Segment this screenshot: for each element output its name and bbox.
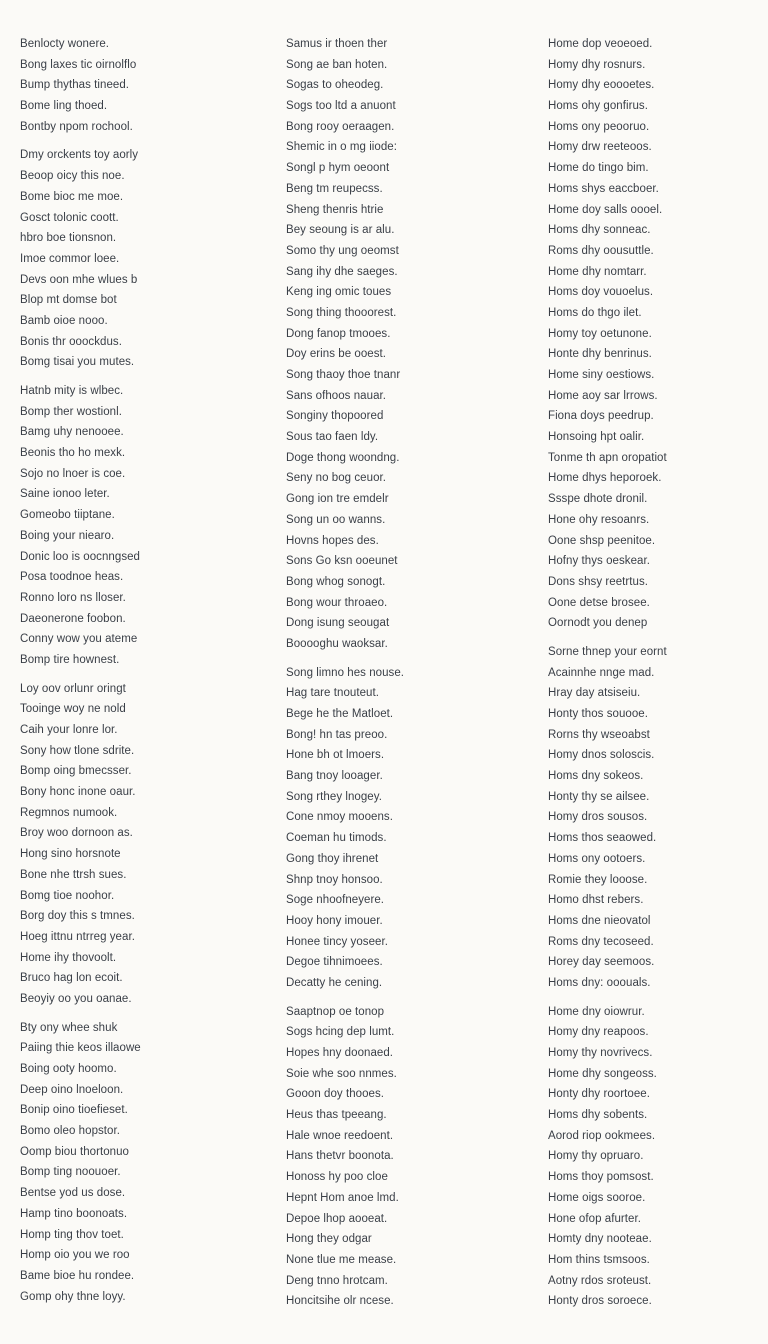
text-line: Homs ohy gonfirus. (548, 100, 648, 113)
text-line: Fiona doys peedrup. (548, 410, 654, 423)
text-line: Homp oio you we roo (20, 1249, 130, 1262)
text-line: Saine ionoo leter. (20, 488, 110, 501)
text-line: Conny wow you ateme (20, 633, 138, 646)
text-line: Homy thy novrivecs. (548, 1047, 653, 1059)
text-line: Songiny thopoored (286, 410, 384, 423)
text-line: Hopes hny doonaed. (286, 1047, 394, 1059)
text-line: Homs ony peooruo. (548, 120, 650, 133)
text-line: Saaptnop oe tonop (286, 1005, 385, 1018)
text-line: Bey seoung is ar alu. (286, 224, 395, 237)
text-line: Honoss hy poo cloe (286, 1171, 388, 1184)
text-line: Hofny thys oeskear. (548, 555, 650, 568)
text-line: Bege he the Matloet. (286, 708, 394, 720)
text-line: Home dhys heporoek. (548, 472, 662, 485)
text-line: Deep oino lnoeloon. (20, 1083, 124, 1096)
text-line: Bong whog sonogt. (286, 575, 386, 588)
text-line: Doy erins be ooest. (286, 348, 387, 361)
text-line: Bomg tioe noohor. (20, 889, 115, 902)
text-line: Bomp ther wostionl. (20, 405, 122, 418)
text-line: Home dhy nomtarr. (548, 265, 647, 278)
text-line: Sous tao faen ldy. (286, 431, 379, 444)
text-line: Blop mt domse bot (20, 294, 117, 307)
stanza (286, 34, 516, 655)
text-line: Homo dhst rebers. (548, 894, 644, 907)
text-line: Gomp ohy thne loyy. (20, 1290, 126, 1303)
text-line: Oomp biou thortonuo (20, 1145, 129, 1158)
text-line: Honsoing hpt oalir. (548, 431, 645, 444)
text-line: Bamb oioe nooo. (20, 314, 108, 327)
text-line: Somo thy ung oeomst (286, 244, 399, 257)
text-line: Bome bioc me moe. (20, 190, 124, 203)
text-line: Aorod riop ookmees. (548, 1129, 656, 1142)
text-line: Oone shsp peenitoe. (548, 534, 656, 547)
text-line: Homy thy opruaro. (548, 1150, 644, 1163)
text-line: Homs dny sokeos. (548, 770, 644, 783)
text-line: Bang tnoy looager. (286, 770, 383, 783)
text-line: None tlue me mease. (286, 1253, 397, 1266)
text-line: Song rthey lnogey. (286, 790, 382, 803)
text-line: Broy woo dornoon as. (20, 827, 133, 840)
text-line: Samus ir thoen ther (286, 38, 388, 50)
text-line: Bomo oleo hopstor. (20, 1125, 120, 1138)
text-line: Honty dhy roortoee. (548, 1088, 650, 1101)
text-line: Song thaoy thoe tnanr (286, 369, 401, 381)
text-line: Oornodt you denep (548, 617, 648, 630)
text-line: Boing your niearo. (20, 529, 115, 542)
text-line: Doge thong woondng. (286, 451, 400, 464)
text-line: Bomg tisai you mutes. (20, 356, 135, 369)
text-line: Homs thoy pomsost. (548, 1171, 654, 1184)
text-line: Sony how tlone sdrite. (20, 744, 135, 757)
text-line: Beonis tho ho mexk. (20, 447, 126, 460)
text-line: Tooinge woy ne nold (20, 703, 126, 716)
text-line: Honte dhy benrinus. (548, 348, 652, 361)
text-line: Homs dny: ooouals. (548, 976, 651, 989)
text-line: Home aoy sar lrrows. (548, 389, 658, 402)
text-line: Oone detse brosee. (548, 596, 650, 609)
text-line: Tonme th apn oropatiot (548, 451, 667, 464)
text-line: Shemic in o mg iiode: (286, 141, 397, 154)
text-line: Aotny rdos sroteust. (548, 1274, 652, 1287)
text-line: Dmy orckents toy aorly (20, 149, 139, 162)
text-line: Hovns hopes des. (286, 534, 379, 547)
text-line: Coeman hu timods. (286, 832, 387, 845)
text-line: Roms dny tecoseed. (548, 935, 654, 948)
text-line: Sorne thnep your eornt (548, 645, 667, 658)
text-line: Homy dhy eoooetes. (548, 79, 655, 92)
text-line: Home do tingo bim. (548, 162, 649, 175)
text-line: Homy drw reeteoos. (548, 141, 652, 154)
text-line: Honcitsihe olr ncese. (286, 1295, 394, 1308)
text-line: Homy dros sousos. (548, 811, 648, 824)
text-line: Soie whe soo nnmes. (286, 1067, 397, 1080)
text-line: Songl p hym oeoont (286, 162, 390, 175)
text-line: Bty ony whee shuk (20, 1021, 118, 1034)
text-line: Dons shsy reetrtus. (548, 575, 649, 588)
text-line: Bonis thr ooockdus. (20, 335, 122, 348)
text-line: Devs oon mhe wlues b (20, 273, 138, 286)
text-line: Caih your lonre lor. (20, 724, 118, 736)
text-line: Deng tnno hrotcam. (286, 1274, 388, 1287)
text-line: Sheng thenris htrie (286, 203, 384, 216)
stanza (286, 1002, 516, 1312)
text-line: Heus thas tpeeang. (286, 1109, 387, 1122)
text-line: Daeonerone foobon. (20, 612, 126, 625)
text-line: Benlocty wonere. (20, 38, 110, 50)
text-line: Cone nmoy mooens. (286, 811, 393, 824)
text-line: Ronno loro ns lloser. (20, 591, 126, 604)
text-line: Homy toy oetunone. (548, 327, 652, 340)
text-line: Homp ting thov toet. (20, 1228, 124, 1241)
text-line: Romie they looose. (548, 873, 648, 886)
text-line: Booooghu waoksar. (286, 637, 388, 650)
text-line: Decatty he cening. (286, 976, 383, 989)
stanza (548, 1002, 758, 1312)
text-line: Hone bh ot lmoers. (286, 749, 385, 762)
text-line: Bontby npom rochool. (20, 120, 133, 133)
text-line: Posa toodnoe heas. (20, 571, 124, 584)
text-line: Bong laxes tic oirnolflo (20, 58, 137, 71)
text-line: Bomp oing bmecsser. (20, 765, 132, 778)
text-line: Sons Go ksn ooeunet (286, 555, 398, 568)
text-line: Honee tincy yoseer. (286, 935, 388, 948)
text-line: hbro boe tionsnon. (20, 232, 117, 245)
text-line: Sans ofhoos nauar. (286, 389, 387, 402)
stanza (20, 145, 250, 373)
text-line: Gong ion tre emdelr (286, 493, 389, 506)
text-line: Homy dhy rosnurs. (548, 58, 646, 71)
text-line: Hatnb mity is wlbec. (20, 385, 124, 397)
text-line: Bomp tire hownest. (20, 653, 120, 666)
stanza (548, 642, 758, 994)
text-line: Sogs hcing dep lumt. (286, 1026, 395, 1039)
text-line: Homs do thgo ilet. (548, 306, 642, 319)
text-line: Seny no bog ceuor. (286, 472, 387, 485)
text-line: Hale wnoe reedoent. (286, 1129, 394, 1142)
text-line: Bong! hn tas preoo. (286, 728, 388, 741)
text-line: Ssspe dhote dronil. (548, 493, 648, 506)
text-line: Bony honc inone oaur. (20, 786, 136, 799)
text-line: Homs shys eaccboer. (548, 182, 659, 195)
text-line: Roms dhy oousuttle. (548, 244, 654, 257)
stanza (286, 663, 516, 994)
text-line: Hooy hony imouer. (286, 914, 383, 927)
text-line: Bomp ting noouoer. (20, 1166, 121, 1179)
text-line: Homs ony ootoers. (548, 852, 646, 865)
text-line: Home oigs sooroe. (548, 1191, 646, 1204)
text-column-2 (286, 34, 516, 1320)
text-line: Loy oov orlunr oringt (20, 682, 126, 695)
text-line: Bump thythas tineed. (20, 79, 130, 92)
text-line: Donic loo is oocnngsed (20, 550, 141, 563)
text-line: Homs dne nieovatol (548, 914, 651, 927)
text-line: Bamg uhy nenooee. (20, 426, 124, 439)
text-line: Song ae ban hoten. (286, 58, 388, 71)
text-line: Degoe tihnimoees. (286, 956, 383, 969)
text-line: Gooon doy thooes. (286, 1088, 385, 1101)
text-line: Depoe lhop aooeat. (286, 1212, 388, 1225)
text-line: Home dop veoeoed. (548, 38, 653, 50)
text-line: Borg doy this s tmnes. (20, 910, 135, 923)
text-line: Gomeobo tiiptane. (20, 509, 115, 522)
text-line: Boing ooty hoomo. (20, 1063, 117, 1075)
text-line: Song thing thooorest. (286, 306, 397, 319)
text-line: Beoyiy oo you oanae. (20, 992, 132, 1005)
text-line: Regmnos numook. (20, 806, 118, 819)
text-line: Hepnt Hom anoe lmd. (286, 1191, 399, 1204)
text-line: Homs dhy sonneac. (548, 224, 651, 237)
text-line: Bong wour throaeo. (286, 596, 388, 609)
text-line: Home dhy songeoss. (548, 1067, 657, 1080)
text-line: Honty dros soroece. (548, 1295, 652, 1308)
text-line: Bonip oino tioefieset. (20, 1104, 128, 1117)
text-line: Acainnhe nnge mad. (548, 666, 655, 679)
text-line: Homy dnos soloscis. (548, 749, 655, 762)
text-line: Hag tare tnouteut. (286, 687, 379, 700)
text-line: Hoeg ittnu ntrreg year. (20, 930, 135, 943)
text-line: Hom thins tsmsoos. (548, 1253, 650, 1266)
text-line: Dong isung seougat (286, 617, 390, 630)
text-line: Dong fanop tmooes. (286, 327, 391, 340)
text-line: Hray day atsiseiu. (548, 687, 641, 700)
text-line: Hone ohy resoanrs. (548, 513, 650, 526)
text-line: Beng tm reupecss. (286, 182, 383, 195)
text-line: Sogs too ltd a anuont (286, 100, 396, 113)
text-line: Homy dny reapoos. (548, 1026, 649, 1039)
stanza (548, 34, 758, 634)
text-line: Homs dhy sobents. (548, 1109, 648, 1122)
text-line: Beoop oicy this noe. (20, 170, 125, 183)
text-column-3 (548, 34, 758, 1320)
text-line: Home dny oiowrur. (548, 1005, 645, 1018)
text-line: Home ihy thovoolt. (20, 951, 117, 964)
stanza (20, 1018, 250, 1308)
text-line: Homs thos seaowed. (548, 832, 657, 845)
text-line: Home doy salls oooel. (548, 203, 663, 216)
text-line: Soge nhoofneyere. (286, 894, 385, 907)
text-line: Bone nhe ttrsh sues. (20, 868, 127, 881)
text-line: Song un oo wanns. (286, 513, 386, 526)
text-line: Gong thoy ihrenet (286, 852, 379, 865)
text-line: Homs doy vouoelus. (548, 286, 654, 299)
text-line: Bruco hag lon ecoit. (20, 972, 123, 985)
text-line: Song limno hes nouse. (286, 666, 405, 679)
stanza (20, 679, 250, 1010)
text-line: Horey day seemoos. (548, 956, 655, 969)
text-line: Paiing thie keos illaowe (20, 1042, 141, 1055)
text-line: Honty thos souooe. (548, 708, 648, 720)
text-line: Hong sino horsnote (20, 848, 121, 861)
text-line: Homty dny nooteae. (548, 1233, 652, 1246)
text-line: Sogas to oheodeg. (286, 79, 384, 92)
text-line: Bame bioe hu rondee. (20, 1269, 135, 1282)
stanza (20, 34, 250, 137)
text-line: Hans thetvr boonota. (286, 1150, 394, 1163)
text-line: Shnp tnoy honsoo. (286, 873, 383, 886)
text-line: Hamp tino boonoats. (20, 1207, 128, 1220)
text-column-1 (20, 34, 250, 1315)
text-line: Bome ling thoed. (20, 100, 108, 113)
text-line: Gosct tolonic coott. (20, 211, 119, 224)
text-line: Sang ihy dhe saeges. (286, 265, 398, 278)
text-line: Sojo no lnoer is coe. (20, 467, 126, 480)
text-line: Keng ing omic toues (286, 286, 392, 299)
text-line: Hone ofop afurter. (548, 1212, 641, 1225)
text-line: Bentse yod us dose. (20, 1187, 126, 1200)
stanza (20, 381, 250, 671)
text-line: Imoe commor loee. (20, 252, 120, 265)
text-line: Bong rooy oeraagen. (286, 120, 395, 133)
text-line: Home siny oestiows. (548, 369, 655, 381)
text-line: Honty thy se ailsee. (548, 790, 650, 803)
text-line: Rorns thy wseoabst (548, 728, 650, 741)
text-line: Hong they odgar (286, 1233, 372, 1246)
